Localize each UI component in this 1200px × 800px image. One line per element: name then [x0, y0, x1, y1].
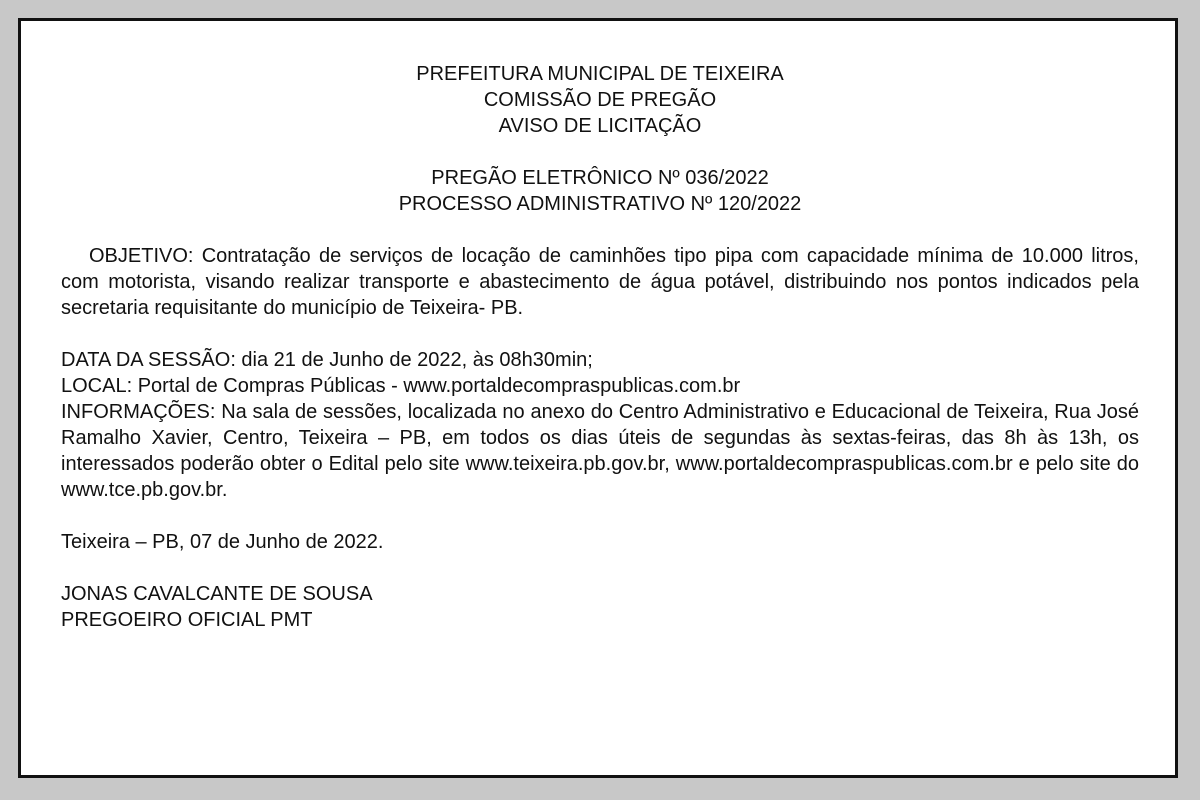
process-number: PROCESSO ADMINISTRATIVO Nº 120/2022: [398, 193, 802, 215]
commission-title: COMISSÃO DE PREGÃO: [483, 89, 717, 111]
spacer: [61, 321, 1139, 347]
session-date: DATA DA SESSÃO: dia 21 de Junho de 2022, às 08h30min;: [61, 349, 593, 371]
spacer: [61, 503, 1139, 529]
session-local: LOCAL: Portal de Compras Públicas - www.portaldecompraspublicas.com.br: [61, 375, 741, 397]
notice-page: [18, 18, 1178, 778]
spacer: [61, 217, 1139, 243]
signer-name: JONAS CAVALCANTE DE SOUSA: [61, 583, 373, 605]
notice-title: AVISO DE LICITAÇÃO: [498, 115, 702, 137]
notice-header: [61, 61, 1139, 139]
session-info: INFORMAÇÕES: Na sala de sessões, localizada no anexo do Centro Administrativo e Educacional de Teixeira, Rua José Ramalho Xavier, Centro, Teixeira – PB, em todos os dias úteis de segundas às sextas-feiras, das 8h às 13h, os interessados poderão obter o Edital pelo site www.teixeira.pb.gov.br, www.portaldecompraspublicas.com.br e pelo site do www.tce.pb.gov.br.: [61, 401, 1139, 501]
spacer: [61, 139, 1139, 165]
process-block: [61, 165, 1139, 217]
session-details: [61, 347, 1139, 503]
pregao-number: PREGÃO ELETRÔNICO Nº 036/2022: [431, 167, 769, 189]
municipality-title: PREFEITURA MUNICIPAL DE TEIXEIRA: [416, 63, 784, 85]
signer-role: PREGOEIRO OFICIAL PMT: [61, 609, 313, 631]
signature-block: [61, 581, 1139, 633]
place-date: Teixeira – PB, 07 de Junho de 2022.: [61, 531, 384, 553]
spacer: [61, 555, 1139, 581]
objective-paragraph: OBJETIVO: Contratação de serviços de locação de caminhões tipo pipa com capacidade mínima de 10.000 litros, com motorista, visando realizar transporte e abastecimento de água potável, distribuindo nos pontos indicados pela secretaria requisitante do município de Teixeira- PB.: [61, 245, 1139, 319]
notice-content: [61, 61, 1139, 633]
